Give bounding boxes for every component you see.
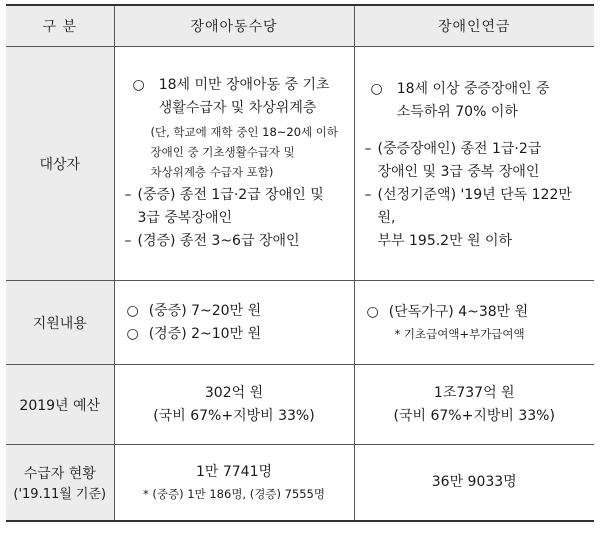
pension-budget-split: (국비 67%+지방비 33%) (393, 407, 555, 424)
pension-criteria-line1: (선정기준액) '19년 단독 122만 원, (377, 187, 572, 226)
dash-bullet: – (124, 187, 132, 203)
target-child-cell (114, 47, 354, 281)
header-child-allowance: 장애아동수당 (114, 5, 354, 47)
child-mild-line: (경증) 종전 3~6급 장애인 (137, 233, 300, 249)
child-severe-line1: (중증) 종전 1급·2급 장애인 및 (137, 187, 324, 203)
budget-child-cell (114, 365, 354, 445)
budget-label: 2019년 예산 (6, 365, 114, 445)
child-budget-split: (국비 67%+지방비 33%) (153, 407, 315, 424)
support-label: 지원내용 (6, 281, 114, 365)
header-category: 구 분 (6, 5, 114, 47)
circle-bullet: ○ (132, 77, 145, 93)
circle-bullet: ○ (126, 302, 139, 319)
child-recipients-total: 1만 7741명 (195, 463, 273, 480)
target-row (6, 47, 594, 281)
support-row (6, 281, 594, 365)
pension-target-item (365, 78, 585, 124)
dash-bullet: – (364, 141, 372, 157)
header-row (6, 5, 594, 47)
pension-target-line1: 18세 이상 중증장애인 중 (396, 81, 550, 97)
pension-budget-amount: 1조737억 원 (433, 384, 515, 401)
child-target-note1: (단, 학교에 재학 중인 18~20세 이하 (150, 125, 339, 139)
support-pension-cell (354, 281, 594, 365)
child-support-mild: (경증) 2~10만 원 (148, 325, 262, 342)
pension-support-single: (단독가구) 4~38만 원 (388, 304, 529, 320)
recipients-date: ('19.11월 기준) (13, 486, 107, 502)
child-target-line1: 18세 미만 장애아동 중 기초 (158, 77, 330, 93)
recipients-pension-cell (354, 445, 594, 521)
recipients-child-cell (114, 445, 354, 521)
circle-bullet: ○ (126, 325, 139, 342)
pension-severe-line1: (중증장애인) 종전 1급·2급 (377, 141, 542, 157)
recipients-label: 수급자 현황 (23, 465, 96, 482)
circle-bullet: ○ (366, 304, 379, 320)
target-label: 대상자 (6, 47, 114, 281)
child-target-line2: 생활수급자 및 차상위계층 (158, 100, 317, 116)
child-recipients-note: * (중증) 1만 186명, (경증) 7555명 (143, 486, 325, 501)
target-pension-cell (354, 47, 594, 281)
recipients-row (6, 445, 594, 521)
dash-bullet: – (124, 233, 132, 249)
budget-row (6, 365, 594, 445)
child-support-severe: (중증) 7~20만 원 (148, 302, 262, 319)
dash-bullet: – (364, 187, 372, 203)
pension-recipients-total: 36만 9033명 (431, 473, 517, 490)
circle-bullet: ○ (370, 81, 383, 97)
child-target-note3: 차상위계층 수급자 포함) (150, 165, 274, 179)
pension-support-note: * 기초급여액+부가급여액 (394, 327, 525, 341)
pension-target-line2: 소득하위 70% 이하 (396, 104, 518, 120)
child-target-item (125, 74, 344, 120)
pension-severe-line2: 장애인 및 3급 중복 장애인 (377, 164, 540, 180)
child-budget-amount: 302억 원 (204, 384, 264, 401)
child-severe-line2: 3급 중복장애인 (137, 210, 233, 226)
child-target-note2: 장애인 중 기초생활수급자 및 (150, 145, 295, 159)
header-disability-pension: 장애인연금 (354, 5, 594, 47)
budget-pension-cell (354, 365, 594, 445)
comparison-table (6, 4, 594, 522)
pension-criteria-line2: 부부 195.2만 원 이하 (377, 233, 513, 249)
support-child-cell (114, 281, 354, 365)
recipients-label-cell (6, 445, 114, 521)
